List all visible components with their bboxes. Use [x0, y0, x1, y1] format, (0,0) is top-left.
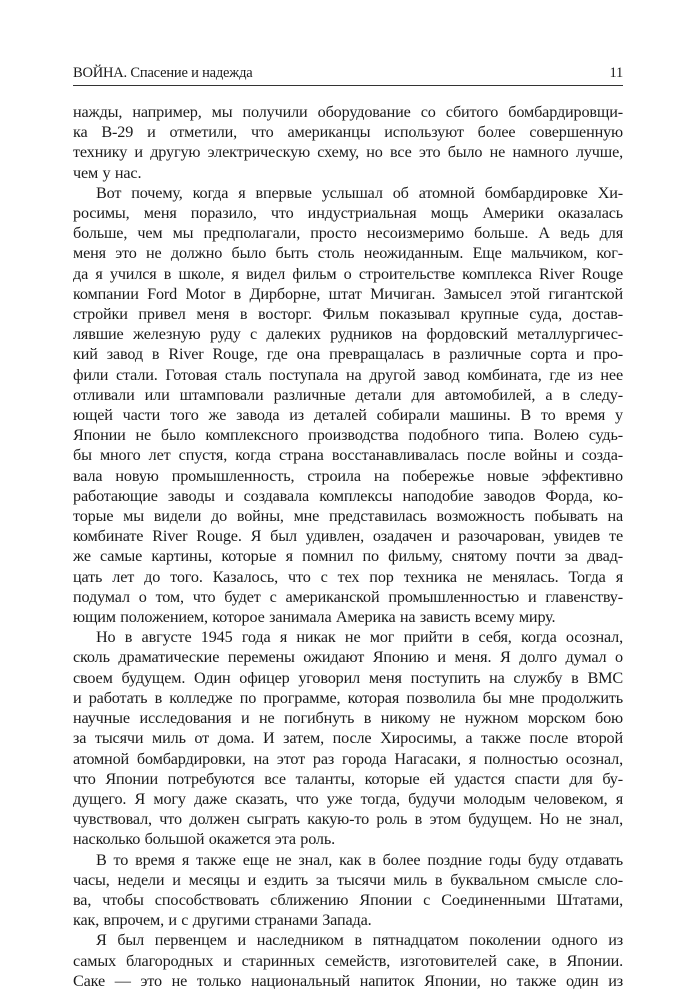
text-line: Я был первенцем и наследником в пятнадцатом поколении одного из — [96, 931, 623, 950]
text-line: же самые картины, которые я помнил по фильму, снятому почти за двад- — [73, 547, 623, 566]
text-line: насколько большой окажется эта роль. — [73, 830, 335, 849]
text-line: за тысячи миль от дома. И затем, после Хиросимы, а также после второй — [73, 729, 623, 748]
running-header — [73, 64, 623, 86]
text-line: научные исследования и не погибнуть в никому не нужном морском бою — [73, 709, 623, 728]
text-line: ющим положением, которое занимала Америка на зависть всему миру. — [73, 608, 556, 627]
text-line: сколь драматические перемены ожидают Японию и меня. Я долго думал о — [73, 648, 623, 667]
text-line: да я учился в школе, я видел фильм о строительстве комплекса River Rouge — [73, 264, 623, 283]
body-text — [73, 102, 623, 991]
text-line: и работать в колледже по программе, которая позволила бы мне продолжить — [73, 688, 623, 707]
text-line: компании Ford Motor в Дирборне, штат Мичиган. Замысел этой гигантской — [73, 284, 623, 303]
text-line: отливали или штамповали различные детали для автомобилей, а в следу- — [73, 385, 623, 404]
text-line: как, впрочем, и с другими странами Запада. — [73, 911, 372, 930]
text-line: атомной бомбардировки, на этот раз города Нагасаки, я полностью осознал, — [73, 749, 623, 768]
text-line: работающие заводы и создавала комплексы наподобие заводов Форда, ко- — [73, 486, 623, 505]
text-line: Вот почему, когда я впервые услышал об атомной бомбардировке Хи- — [96, 183, 623, 202]
text-line: Японии не было комплексного производства подобного типа. Волею судь- — [73, 426, 623, 445]
text-line: чувствовал, что должен сыграть какую-то роль в этом будущем. Но не знал, — [73, 810, 623, 829]
paragraph — [73, 627, 623, 849]
text-line: стройки привел меня в восторг. Фильм показывал крупные суда, достав- — [73, 305, 623, 324]
paragraph — [73, 930, 623, 991]
page-number: 11 — [609, 65, 623, 81]
text-line: технику и другую электрическую схему, но все это было не намного лучше, — [73, 143, 623, 162]
text-line: дущего. Я могу даже сказать, что уже тогда, будучи молодым человеком, я — [73, 789, 623, 808]
text-line: Но в августе 1945 года я никак не мог прийти в себя, когда осознал, — [96, 628, 623, 647]
section-title: ВОЙНА. Спасение и надежда — [73, 65, 253, 81]
paragraph — [73, 183, 623, 627]
text-line: меня это не должно было быть столь неожиданным. Еще мальчиком, ког- — [73, 244, 623, 263]
text-line: торые мы видели до войны, мне представилась возможность побывать на — [73, 507, 623, 526]
text-line: нажды, например, мы получили оборудование со сбитого бомбардировщи- — [73, 103, 623, 121]
text-line: Саке — это не только национальный напиток Японии, но также один из — [73, 971, 623, 990]
text-line: ва, чтобы способствовать сближению Японии с Соединенными Штатами, — [73, 890, 623, 909]
book-page — [73, 64, 623, 991]
text-line: своем будущем. Один офицер уговорил меня поступить на службу в ВМС — [73, 668, 623, 687]
text-line: вала новую промышленность, строила на побережье новые эффективно — [73, 466, 623, 485]
text-line: бы много лет спустя, когда страна восстанавливалась после войны и созда- — [73, 446, 623, 465]
text-line: самых благородных и старинных семейств, изготовителей саке, в Японии. — [73, 951, 623, 970]
text-line: комбинате River Rouge. Я был удивлен, озадачен и разочарован, увидев те — [73, 527, 623, 546]
text-line: росимы, меня поразило, что индустриальная мощь Америки оказалась — [73, 204, 623, 223]
text-line: ющей части того же завода из деталей собирали машины. В то время у — [73, 406, 623, 425]
text-line: ка B-29 и отметили, что американцы используют более совершенную — [73, 123, 623, 142]
text-line: цать лет до того. Казалось, что с тех пор техника не менялась. Тогда я — [73, 567, 623, 586]
text-line: В то время я также еще не знал, как в более поздние годы буду отдавать — [96, 850, 623, 869]
text-line: больше, чем мы предполагали, просто несоизмеримо больше. А ведь для — [73, 224, 623, 243]
text-line: фили стали. Готовая сталь поступала на другой завод комбината, где из нее — [73, 365, 623, 384]
text-line: лявшие железную руду с далеких рудников на фордовский металлургичес- — [73, 325, 623, 344]
paragraph — [73, 102, 623, 183]
text-line: что Японии потребуются все таланты, которые ей удастся спасти для бу- — [73, 769, 623, 788]
text-line: чем у нас. — [73, 163, 142, 182]
text-line: часы, недели и месяцы и ездить за тысячи миль в буквальном смысле сло- — [73, 870, 623, 889]
paragraph — [73, 850, 623, 931]
text-line: кий завод в River Rouge, где она превращалась в различные сорта и про- — [73, 345, 623, 364]
text-line: подумал о том, что будет с американской промышленностью и главенству- — [73, 587, 623, 606]
